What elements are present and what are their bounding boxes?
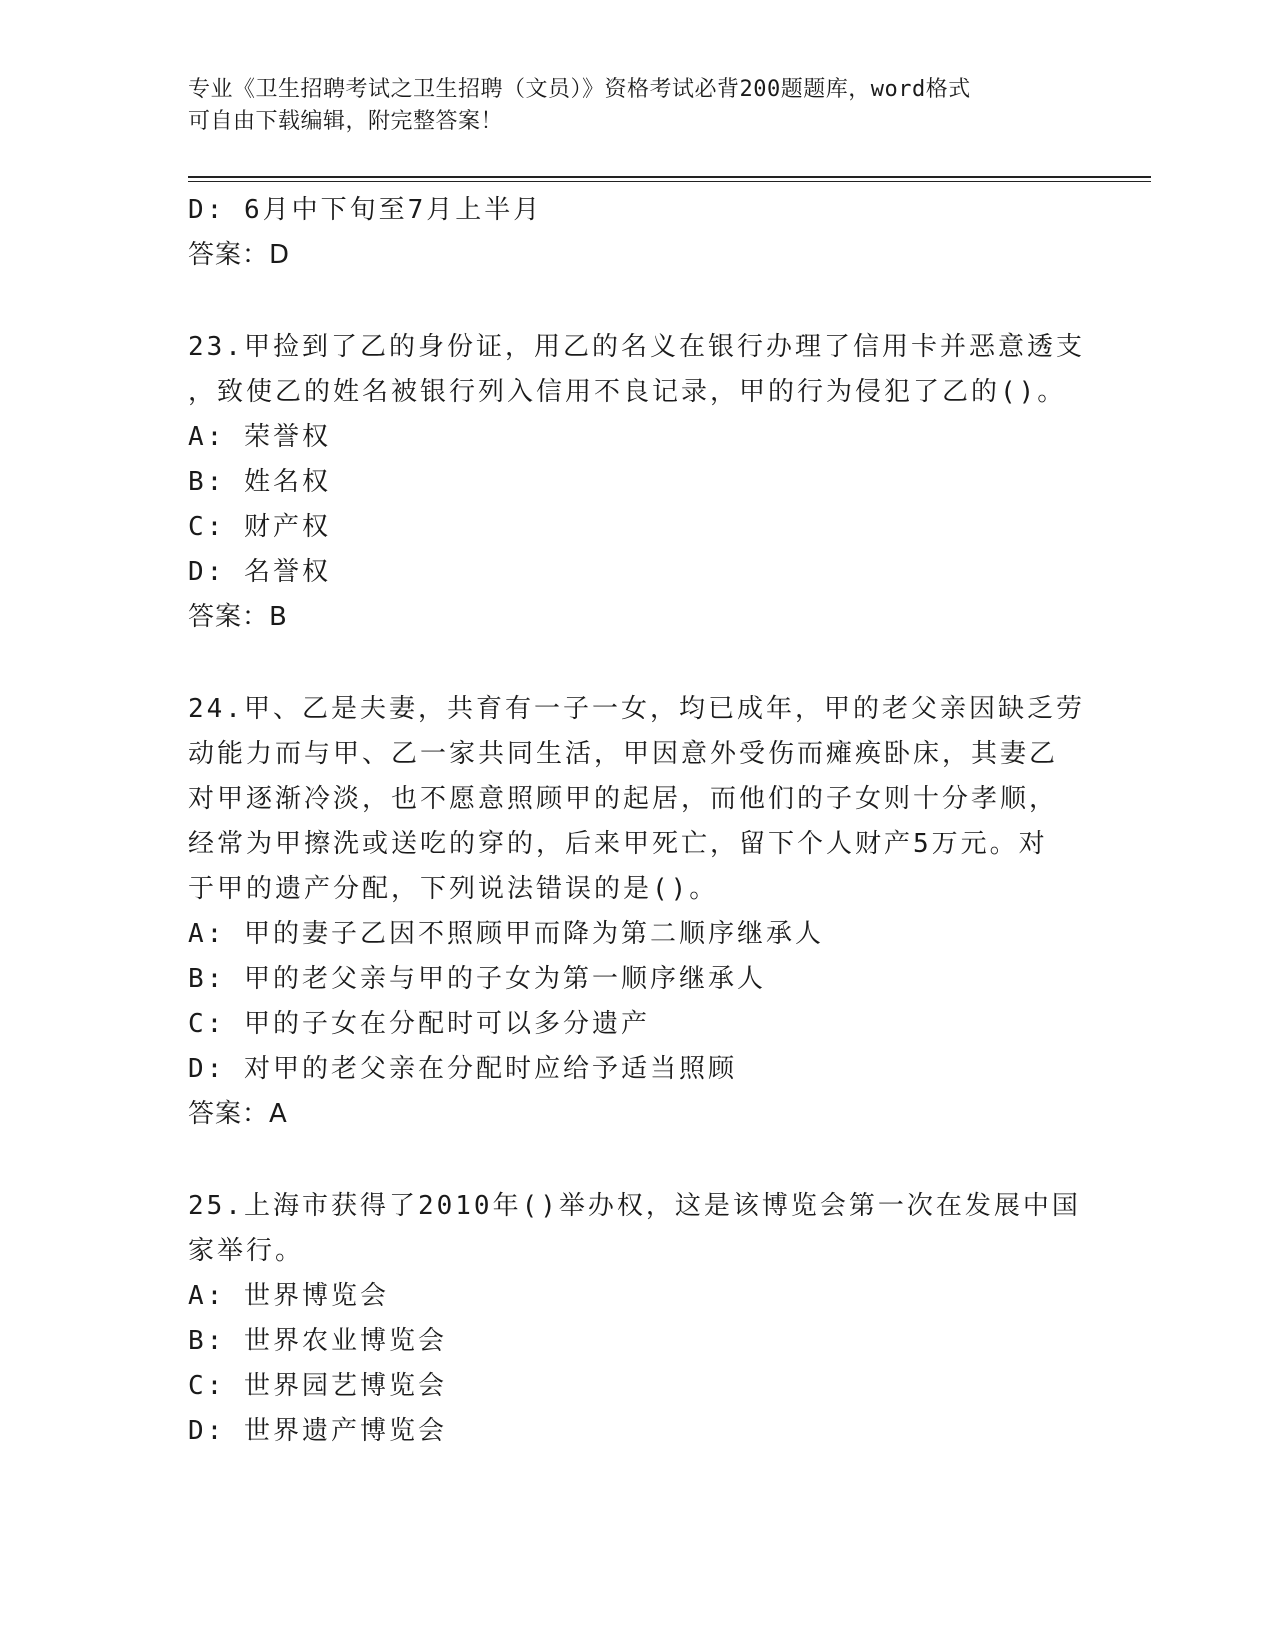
option-d: D: 名誉权: [188, 557, 331, 587]
stem-line: 对甲逐渐冷淡，也不愿意照顾甲的起居，而他们的子女则十分孝顺，: [188, 784, 1059, 814]
stem-line: 于甲的遗产分配，下列说法错误的是()。: [188, 874, 719, 904]
option-c: C: 财产权: [188, 512, 331, 542]
question-content: [188, 188, 1088, 1454]
option-d: D: 对甲的老父亲在分配时应给予适当照顾: [188, 1054, 737, 1084]
question-stem: [188, 687, 1088, 912]
option-a: A: 甲的妻子乙因不照顾甲而降为第二顺序继承人: [188, 919, 824, 949]
header-line-1: 专业《卫生招聘考试之卫生招聘（文员）》资格考试必背200题题库，word格式: [188, 77, 971, 102]
stem-line: ，致使乙的姓名被银行列入信用不良记录，甲的行为侵犯了乙的()。: [188, 377, 1067, 407]
option-d: D: 6月中下旬至7月上半月: [188, 195, 543, 225]
stem-line: 经常为甲擦洗或送吃的穿的，后来甲死亡，留下个人财产5万元。对: [188, 829, 1048, 859]
option-b: B: 世界农业博览会: [188, 1326, 447, 1356]
answer-line: 答案：A: [188, 1099, 288, 1129]
header-rule-thick: [188, 176, 1151, 178]
question-stem: [188, 1184, 1088, 1274]
option-b: B: 姓名权: [188, 467, 331, 497]
question-24: [188, 687, 1088, 1137]
question-22-tail: [188, 188, 1088, 278]
question-stem: [188, 325, 1088, 415]
answer-line: 答案：B: [188, 602, 288, 632]
stem-line: 家举行。: [188, 1236, 305, 1266]
header-line-2: 可自由下载编辑，附完整答案！: [188, 109, 504, 134]
stem-line: 23.甲捡到了乙的身份证，用乙的名义在银行办理了信用卡并恶意透支: [188, 332, 1085, 362]
document-header: [188, 74, 1088, 138]
option-a: A: 荣誉权: [188, 422, 331, 452]
option-c: C: 世界园艺博览会: [188, 1371, 447, 1401]
stem-line: 动能力而与甲、乙一家共同生活，甲因意外受伤而瘫痪卧床，其妻乙: [188, 739, 1059, 769]
stem-line: 25.上海市获得了2010年()举办权，这是该博览会第一次在发展中国: [188, 1191, 1081, 1221]
stem-line: 24.甲、乙是夫妻，共育有一子一女，均已成年，甲的老父亲因缺乏劳: [188, 694, 1085, 724]
header-rule-thin: [188, 181, 1151, 182]
question-25: [188, 1184, 1088, 1454]
option-c: C: 甲的子女在分配时可以多分遗产: [188, 1009, 650, 1039]
answer-line: 答案：D: [188, 240, 291, 270]
option-d: D: 世界遗产博览会: [188, 1416, 447, 1446]
question-23: [188, 325, 1088, 640]
option-b: B: 甲的老父亲与甲的子女为第一顺序继承人: [188, 964, 766, 994]
option-a: A: 世界博览会: [188, 1281, 389, 1311]
